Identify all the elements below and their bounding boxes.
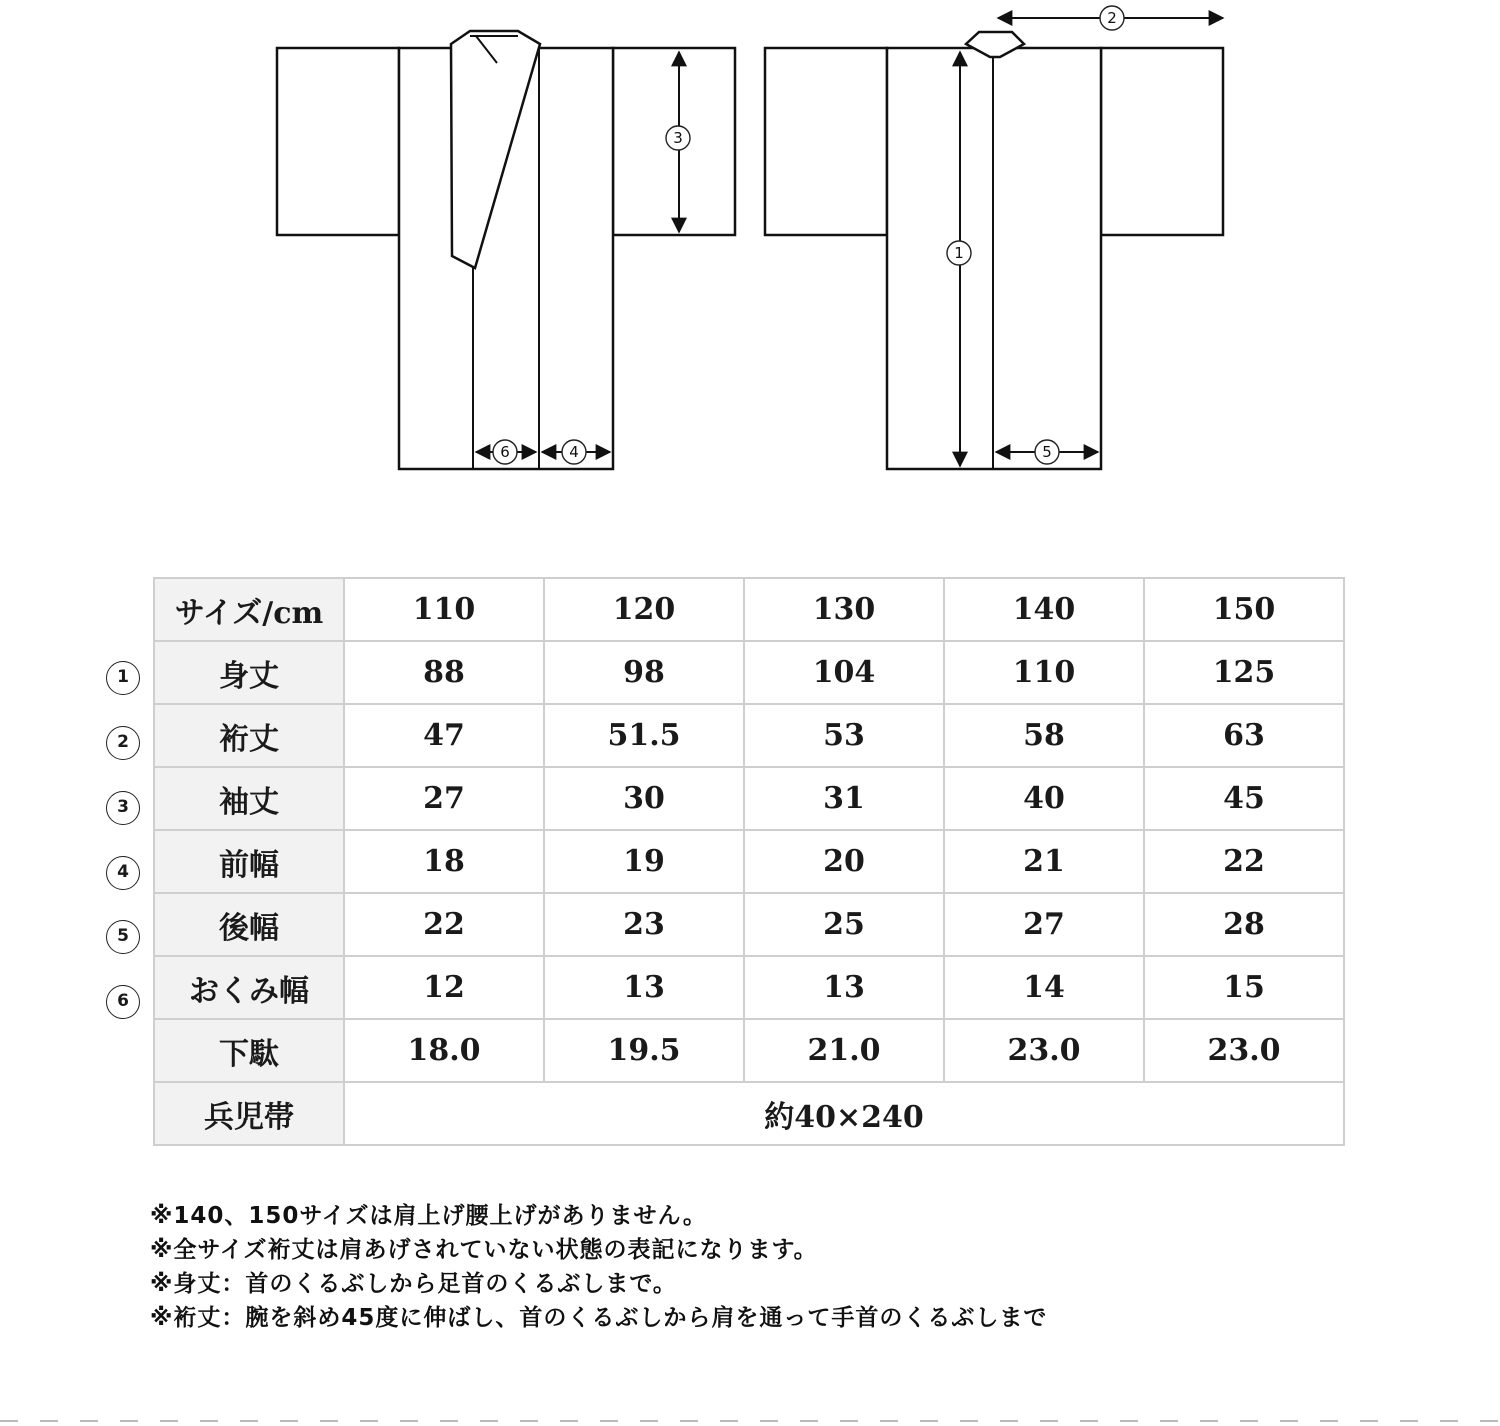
marker-6 (493, 440, 517, 464)
front-view (277, 31, 735, 469)
note: ※身丈：首のくるぶしから足首のくるぶしまで。 (150, 1271, 677, 1297)
table-cell: 21.0 (744, 1019, 944, 1082)
table-cell: 51.5 (544, 704, 744, 767)
table-cell: 104 (744, 641, 944, 704)
bottom-divider (0, 1420, 1500, 1422)
table-cell: 18.0 (344, 1019, 544, 1082)
table-cell: 22 (1144, 830, 1344, 893)
table-cell: 22 (344, 893, 544, 956)
table-cell: 63 (1144, 704, 1344, 767)
garment-diagram (0, 0, 1500, 500)
table-row (154, 1019, 1344, 1082)
row-label: 袖丈 (154, 767, 344, 830)
row-label: おくみ幅 (154, 956, 344, 1019)
table-cell: 110 (944, 641, 1144, 704)
note: ※裄丈：腕を斜め45度に伸ばし、首のくるぶしから肩を通って手首のくるぶしまで (150, 1305, 1048, 1331)
table-cell: 47 (344, 704, 544, 767)
table-cell: 30 (544, 767, 744, 830)
header-size: 110 (344, 578, 544, 641)
front-left-sleeve (277, 48, 399, 235)
row-label: 前幅 (154, 830, 344, 893)
svg-text:4: 4 (569, 443, 579, 461)
table-row (154, 830, 1344, 893)
header-size: 150 (1144, 578, 1344, 641)
svg-text:2: 2 (1107, 9, 1117, 27)
table-cell: 25 (744, 893, 944, 956)
table-cell: 23 (544, 893, 744, 956)
table-cell: 45 (1144, 767, 1344, 830)
table-cell: 19.5 (544, 1019, 744, 1082)
table-cell: 19 (544, 830, 744, 893)
table-cell: 27 (944, 893, 1144, 956)
table-cell: 88 (344, 641, 544, 704)
back-right-sleeve (1101, 48, 1223, 235)
header-size: 120 (544, 578, 744, 641)
row-marker-2: 2 (106, 726, 140, 760)
note: ※全サイズ裄丈は肩あげされていない状態の表記になります。 (150, 1237, 818, 1263)
row-label: 兵児帯 (154, 1082, 344, 1145)
note: ※140、150サイズは肩上げ腰上げがありません。 (150, 1203, 707, 1229)
table-row (154, 956, 1344, 1019)
row-label: 裄丈 (154, 704, 344, 767)
marker-4 (562, 440, 586, 464)
table-cell: 14 (944, 956, 1144, 1019)
table-cell: 27 (344, 767, 544, 830)
table-cell: 15 (1144, 956, 1344, 1019)
marker-2 (1100, 6, 1124, 30)
table-row (154, 767, 1344, 830)
header-size: 130 (744, 578, 944, 641)
table-cell: 98 (544, 641, 744, 704)
row-marker-1: 1 (106, 661, 140, 695)
table-cell: 28 (1144, 893, 1344, 956)
svg-text:1: 1 (954, 244, 964, 262)
table-cell: 53 (744, 704, 944, 767)
table-row (154, 641, 1344, 704)
marker-3 (666, 126, 690, 150)
table-row (154, 704, 1344, 767)
svg-text:6: 6 (500, 443, 510, 461)
table-cell: 13 (544, 956, 744, 1019)
row-marker-3: 3 (106, 791, 140, 825)
row-marker-5: 5 (106, 920, 140, 954)
table-cell: 12 (344, 956, 544, 1019)
table-cell: 23.0 (944, 1019, 1144, 1082)
table-cell: 125 (1144, 641, 1344, 704)
table-header-row (154, 578, 1344, 641)
header-size-label: サイズ/cm (154, 578, 344, 641)
notes (150, 1199, 1350, 1335)
table-cell: 40 (944, 767, 1144, 830)
table-cell: 21 (944, 830, 1144, 893)
row-label: 下駄 (154, 1019, 344, 1082)
table-cell: 18 (344, 830, 544, 893)
header-size: 140 (944, 578, 1144, 641)
marker-1 (947, 241, 971, 265)
obi-size-cell: 約40×240 (344, 1082, 1344, 1145)
back-view (765, 32, 1223, 469)
back-left-sleeve (765, 48, 887, 235)
marker-5 (1035, 440, 1059, 464)
svg-text:3: 3 (673, 129, 683, 147)
table-cell: 31 (744, 767, 944, 830)
row-label: 後幅 (154, 893, 344, 956)
svg-text:5: 5 (1042, 443, 1052, 461)
table-row-obi (154, 1082, 1344, 1145)
table-cell: 58 (944, 704, 1144, 767)
row-marker-6: 6 (106, 985, 140, 1019)
row-marker-4: 4 (106, 856, 140, 890)
table-row (154, 893, 1344, 956)
row-label: 身丈 (154, 641, 344, 704)
table-cell: 23.0 (1144, 1019, 1344, 1082)
table-cell: 20 (744, 830, 944, 893)
table-cell: 13 (744, 956, 944, 1019)
size-table (153, 577, 1345, 1146)
